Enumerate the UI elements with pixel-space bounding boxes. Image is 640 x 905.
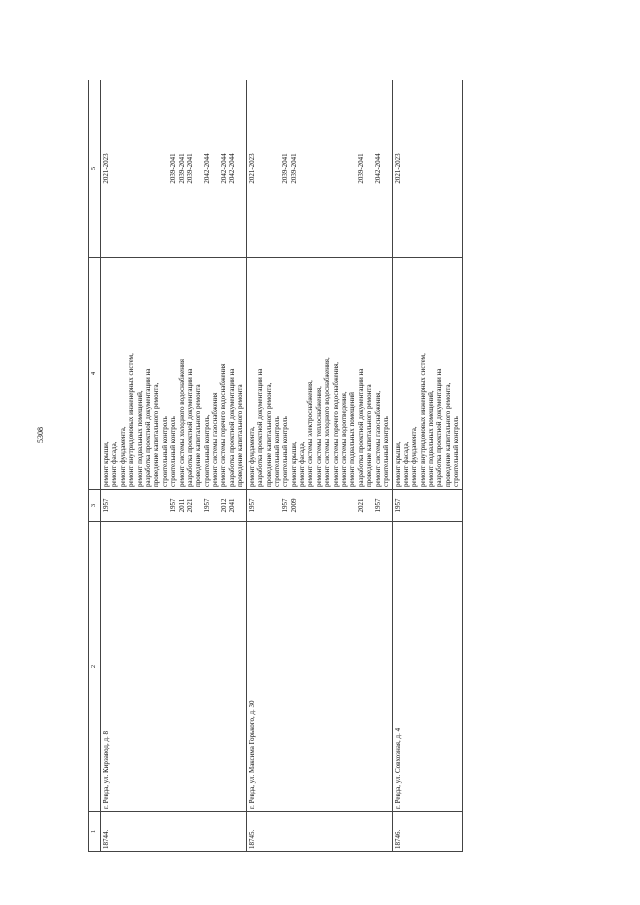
work-item: строительный контроль [169,416,178,487]
period-value: 2042-2044 [373,153,382,184]
rotated-table-wrapper [88,80,602,852]
period-value: 2039-2041 [169,153,178,184]
year-value: 1957 [247,498,256,513]
work-item: ремонт фундамента, [247,426,256,487]
repair-schedule-table [88,80,463,852]
address: г. Ревда, ул. Кирзавод, д. 8 [101,522,247,812]
work-item: ремонт подвальных помещений, [427,390,436,487]
document-page [88,80,602,852]
work-item: разработка проектной документации на [185,368,194,487]
page-number: 5308 [36,427,45,443]
work-item: проведение капитального ремонта [194,384,203,487]
work-item: ремонт системы водоотведения, [340,391,349,487]
work-item: разработка проектной документации на [356,368,365,487]
header-col-3: 3 [89,490,101,522]
period-value: 2039-2041 [356,153,365,184]
year-value: 1957 [373,498,382,513]
work-item: разработка проектной документации на [435,368,444,487]
header-col-1: 1 [89,812,101,852]
table-row [246,80,392,852]
period-value: 2039-2041 [177,153,186,184]
work-item: ремонт фасада, [110,441,119,487]
year-cell [246,490,392,522]
year-value: 1957 [169,498,178,513]
work-item: строительный контроль [281,416,290,487]
header-col-2: 2 [89,522,101,812]
work-item: ремонт подвальных помещений, [135,390,144,487]
work-item: ремонт системы газоснабжения [211,392,220,487]
work-item: ремонт системы холодного водоснабжения [177,359,186,487]
works-cell [246,258,392,490]
period-value: 2042-2044 [202,153,211,184]
period-value: 2039-2041 [281,153,290,184]
year-value: 2012 [219,498,228,513]
header-col-4: 4 [89,258,101,490]
period-cell [101,80,247,258]
period-value: 2021-2023 [247,153,256,184]
period-value: 2021-2023 [102,153,110,184]
address: г. Ревда, ул. Максима Горького, д. 30 [246,522,392,812]
work-item: строительный контроль [382,416,390,487]
work-item: ремонт системы теплоснабжения, [314,386,323,487]
table-body [101,80,463,852]
work-item: ремонт фундамента, [118,426,127,487]
year-value: 1957 [202,498,211,513]
work-item: ремонт системы горячего водоснабжения, [331,361,340,487]
table-row [101,80,247,852]
year-value: 1957 [281,498,290,513]
period-cell [246,80,392,258]
header-col-5: 5 [89,80,101,258]
work-item: строительный контроль [160,416,169,487]
address: г. Ревда, ул. Совхозная, д. 4 [392,522,462,812]
period-cell [392,80,462,258]
work-item: разработка проектной документации на [256,368,265,487]
period-value: 2042-2044 [227,153,236,184]
work-item: строительный контроль, [202,414,211,487]
year-value: 1957 [102,498,110,513]
work-item: проведение капитального ремонта, [264,382,273,487]
year-value: 2041 [227,498,236,513]
year-value: 1957 [393,498,402,513]
work-item: ремонт крыши, [289,441,298,487]
work-item: ремонт внутридомовых инженерных систем, [127,353,136,487]
work-item: ремонт фасада, [298,441,307,487]
header-row [89,80,101,852]
work-item: ремонт системы горячего водоснабжения [219,363,228,487]
year-cell [101,490,247,522]
work-item: ремонт фасада, [401,441,410,487]
works-cell [392,258,462,490]
period-value: 2042-2044 [219,153,228,184]
work-item: ремонт фундамента, [410,426,419,487]
year-value: 2009 [289,498,298,513]
work-item: проведение капитального ремонта [365,384,374,487]
work-item: ремонт внутридомовых инженерных систем, [418,353,427,487]
year-cell [392,490,462,522]
work-item: разработка проектной документации на [143,368,152,487]
work-item: ремонт крыши, [102,441,110,487]
work-item: ремонт крыши, [393,441,402,487]
work-item: проведение капитального ремонта, [443,382,452,487]
work-item: строительный контроль [452,416,461,487]
work-item: ремонт системы газоснабжения, [373,390,382,487]
table-row [392,80,462,852]
period-value: 2039-2041 [289,153,298,184]
work-item: проведение капитального ремонта, [152,382,161,487]
row-number: 18744. [101,812,247,852]
work-item: строительный контроль [272,416,281,487]
row-number: 18745. [246,812,392,852]
year-value: 2021 [356,498,365,513]
work-item: разработка проектной документации на [227,368,236,487]
work-item: ремонт системы холодного водоснабжения, [323,357,332,487]
period-value: 2039-2041 [185,153,194,184]
works-cell [101,258,247,490]
work-item: ремонт системы электроснабжения, [306,380,315,487]
work-item: ремонт подвальных помещений [348,392,357,487]
year-value: 2021 [185,498,194,513]
work-item: проведение капитального ремонта [236,384,245,487]
period-value: 2021-2023 [393,153,402,184]
year-value: 2011 [177,498,186,513]
row-number: 18746. [392,812,462,852]
